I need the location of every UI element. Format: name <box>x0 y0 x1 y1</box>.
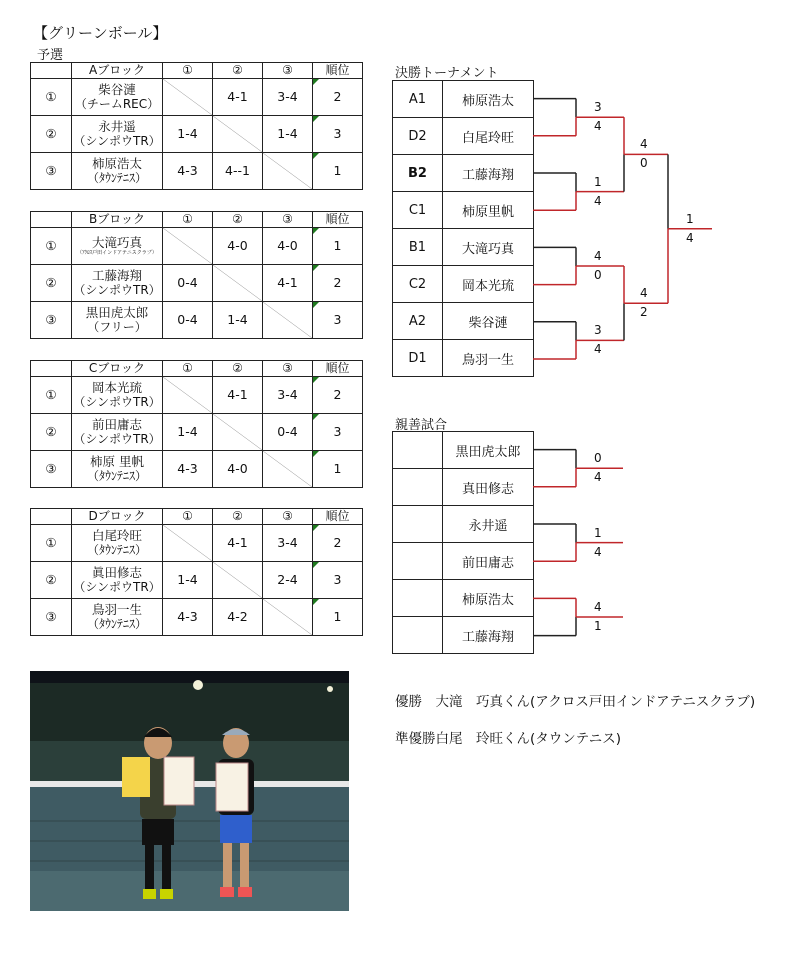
match-score: 0-4 <box>163 302 213 339</box>
bracket-score: 0 <box>594 451 602 466</box>
bracket-score: 1 <box>594 525 602 540</box>
player-team: （シンポウTR） <box>73 283 161 298</box>
match-score: 4-3 <box>163 451 213 488</box>
player-team: （ﾀｳﾝﾃﾆｽ） <box>86 171 147 186</box>
match-score: 3-4 <box>263 377 313 414</box>
bracket-score: 4 <box>594 600 602 614</box>
match-score: 4-0 <box>213 451 263 488</box>
column-header: ① <box>163 509 213 525</box>
match-score: 1-4 <box>163 116 213 153</box>
rank-value: 3 <box>333 424 342 440</box>
player-name: 岡本光琉 <box>91 379 142 395</box>
friendly-player-name: 真田修志 <box>443 469 534 506</box>
player-number: ① <box>31 79 72 116</box>
player-name: 黒田虎太郎 <box>85 304 149 320</box>
runner-up-text: 準優勝白尾 玲旺くん(タウンテニス) <box>395 731 621 747</box>
page-title: 【グリーンボール】 <box>33 24 168 42</box>
friendly-player-name: 柿原浩太 <box>443 580 534 617</box>
player-name: 眞田修志 <box>91 564 142 580</box>
match-score: 1-4 <box>213 302 263 339</box>
column-header: ② <box>213 361 263 377</box>
seed-label: B2 <box>393 155 443 192</box>
column-header: ② <box>213 63 263 79</box>
column-header: 順位 <box>313 63 363 79</box>
column-header: ① <box>163 63 213 79</box>
bracket-score: 4 <box>594 470 602 485</box>
block-name: Dブロック <box>72 509 163 525</box>
rank-value: 2 <box>333 535 342 551</box>
rank-value: 1 <box>333 609 342 625</box>
player-team: （チームREC） <box>74 97 160 112</box>
rank-value: 3 <box>333 312 342 328</box>
column-header: ① <box>163 361 213 377</box>
bracket-score: 3 <box>594 100 602 115</box>
player-team: （ﾀｳﾝﾃﾆｽ） <box>86 543 147 558</box>
player-name: 鳥羽一生 <box>91 601 142 617</box>
player-number: ② <box>31 265 72 302</box>
finals-label: 決勝トーナメント <box>395 66 499 81</box>
bracket-score: 1 <box>594 619 602 633</box>
bracket-player-name: 大滝巧真 <box>443 229 534 266</box>
player-number: ① <box>31 228 72 265</box>
bracket-player-name: 柿原里帆 <box>443 192 534 229</box>
seed-label: A2 <box>393 303 443 340</box>
winner-text: 優勝 大滝 巧真くん(アクロス戸田インドアテニスクラブ) <box>395 694 756 710</box>
bracket-score: 3 <box>594 323 602 338</box>
rank-value: 1 <box>333 163 342 179</box>
player-team: （シンポウTR） <box>73 432 161 447</box>
column-header: ② <box>213 212 263 228</box>
player-team: （シンポウTR） <box>73 134 161 149</box>
friendly-player-name: 工藤海翔 <box>443 617 534 654</box>
player-name: 永井遥 <box>98 118 136 134</box>
player-name: 工藤海翔 <box>91 267 142 283</box>
award-photo <box>30 671 349 911</box>
bracket-score: 2 <box>640 305 648 320</box>
player-number: ② <box>31 116 72 153</box>
column-header: 順位 <box>313 212 363 228</box>
player-number: ③ <box>31 451 72 488</box>
seed-label: B1 <box>393 229 443 266</box>
prelim-label: 予選 <box>37 48 64 63</box>
player-number: ③ <box>31 153 72 190</box>
rank-value: 2 <box>333 89 342 105</box>
column-header: ③ <box>263 509 313 525</box>
bracket-score: 1 <box>594 174 602 189</box>
bracket-score: 4 <box>594 119 602 134</box>
player-number: ③ <box>31 599 72 636</box>
rank-value: 3 <box>333 572 342 588</box>
player-team: （ﾀｳﾝﾃﾆｽ） <box>86 617 147 632</box>
player-name: 大滝巧真 <box>91 235 142 251</box>
match-score: 4-2 <box>213 599 263 636</box>
block-name: Bブロック <box>72 212 163 228</box>
match-score: 4-0 <box>213 228 263 265</box>
player-number: ③ <box>31 302 72 339</box>
match-score: 4-3 <box>163 153 213 190</box>
bracket-score: 4 <box>594 342 602 357</box>
bracket-player-name: 白尾玲旺 <box>443 118 534 155</box>
bracket-score: 4 <box>686 230 694 245</box>
friendly-player-name: 前田庸志 <box>443 543 534 580</box>
block-name: Cブロック <box>72 361 163 377</box>
match-score: 4--1 <box>213 153 263 190</box>
player-team: （フリー） <box>87 320 147 335</box>
seed-label: C2 <box>393 266 443 303</box>
match-score: 4-1 <box>213 525 263 562</box>
player-name: 白尾玲旺 <box>91 527 142 543</box>
friendly-player-name: 黒田虎太郎 <box>443 432 534 469</box>
seed-label: D2 <box>393 118 443 155</box>
player-team: （ｱｸﾛｽ戸田インドアテニスクラブ） <box>77 250 157 257</box>
match-score: 3-4 <box>263 525 313 562</box>
column-header: ③ <box>263 212 313 228</box>
match-score: 2-4 <box>263 562 313 599</box>
match-score: 4-1 <box>263 265 313 302</box>
player-name: 柿原 里帆 <box>90 453 144 469</box>
match-score: 4-1 <box>213 79 263 116</box>
player-name: 柿原浩太 <box>91 155 142 171</box>
match-score: 4-0 <box>263 228 313 265</box>
match-score: 1-4 <box>163 562 213 599</box>
bracket-score: 4 <box>594 544 602 559</box>
column-header: 順位 <box>313 509 363 525</box>
player-number: ① <box>31 525 72 562</box>
player-number: ① <box>31 377 72 414</box>
bracket-player-name: 柿原浩太 <box>443 81 534 118</box>
player-number: ② <box>31 414 72 451</box>
bracket-player-name: 工藤海翔 <box>443 155 534 192</box>
rank-value: 1 <box>333 461 342 477</box>
match-score: 3-4 <box>263 79 313 116</box>
player-team: （シンポウTR） <box>73 580 161 595</box>
column-header: ③ <box>263 361 313 377</box>
column-header: ② <box>213 509 263 525</box>
match-score: 0-4 <box>163 265 213 302</box>
bracket-player-name: 岡本光琉 <box>443 266 534 303</box>
column-header: ③ <box>263 63 313 79</box>
bracket-player-name: 柴谷漣 <box>443 303 534 340</box>
player-team: （シンポウTR） <box>73 395 161 410</box>
column-header: ① <box>163 212 213 228</box>
match-score: 4-1 <box>213 377 263 414</box>
bracket-score: 4 <box>640 137 648 152</box>
bracket-score: 4 <box>640 286 648 301</box>
player-name: 前田庸志 <box>91 416 142 432</box>
match-score: 4-3 <box>163 599 213 636</box>
friendly-player-name: 永井遥 <box>443 506 534 543</box>
seed-label: C1 <box>393 192 443 229</box>
player-team: （ﾀｳﾝﾃﾆｽ） <box>86 469 147 484</box>
bracket-score: 0 <box>594 268 602 282</box>
friendly-label: 親善試合 <box>395 418 448 433</box>
award-photo-image <box>30 671 349 911</box>
player-number: ② <box>31 562 72 599</box>
rank-value: 3 <box>333 126 342 142</box>
rank-value: 2 <box>333 387 342 403</box>
bracket-score: 4 <box>594 193 602 208</box>
rank-value: 1 <box>333 238 342 254</box>
rank-value: 2 <box>333 275 342 291</box>
match-score: 0-4 <box>263 414 313 451</box>
column-header: 順位 <box>313 361 363 377</box>
seed-label: D1 <box>393 340 443 377</box>
match-score: 1-4 <box>163 414 213 451</box>
player-name: 柴谷漣 <box>98 81 136 97</box>
bracket-score: 0 <box>640 156 648 171</box>
seed-label: A1 <box>393 81 443 118</box>
bracket-score: 1 <box>686 211 694 226</box>
bracket-player-name: 鳥羽一生 <box>443 340 534 377</box>
block-name: Aブロック <box>72 63 163 79</box>
bracket-score: 4 <box>594 249 602 263</box>
match-score: 1-4 <box>263 116 313 153</box>
